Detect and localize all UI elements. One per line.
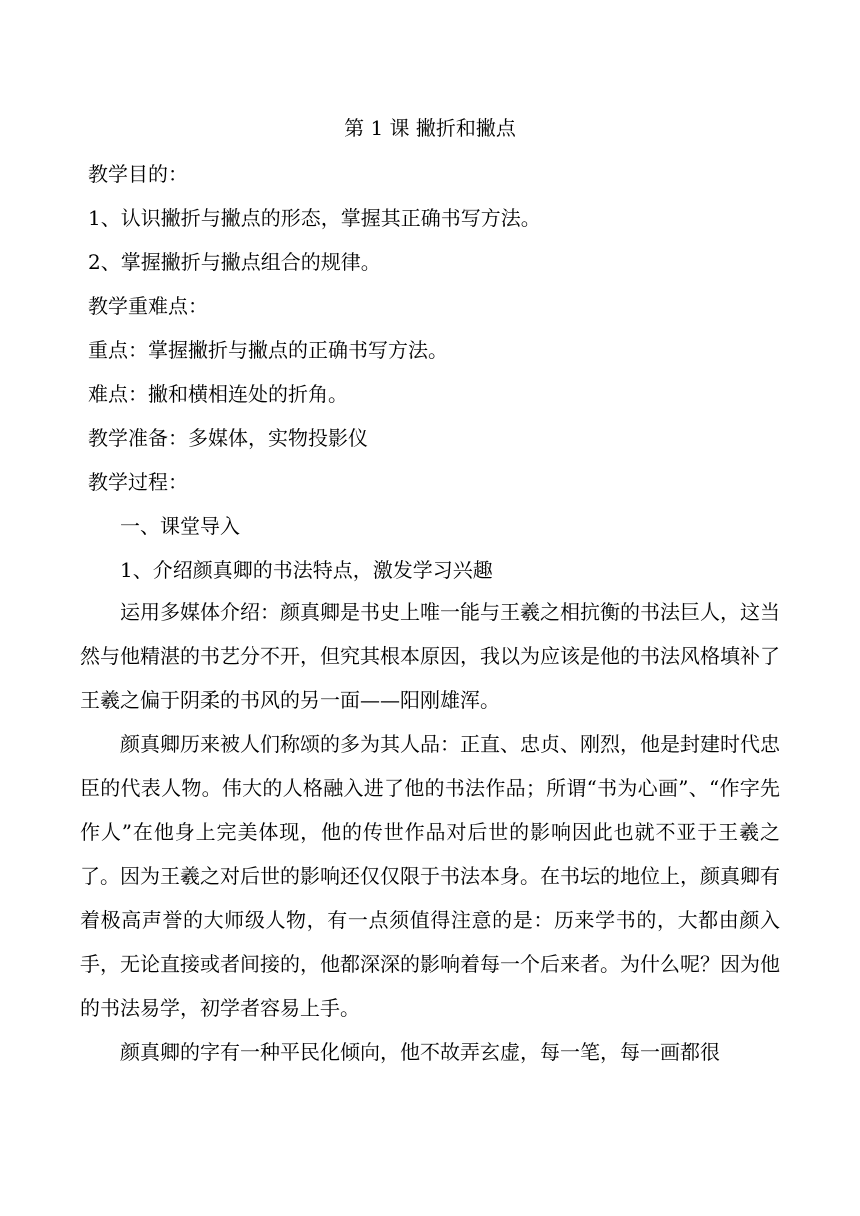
paragraph-multimedia-intro: 运用多媒体介绍：颜真卿是书史上唯一能与王羲之相抗衡的书法巨人，这当然与他精湛的书艺分不开，但究其根本原因，我以为应该是他的书法风格填补了王羲之偏于阴柔的书风的另一面——阳刚雄浑。 [80, 600, 780, 712]
section-intro-heading: 一、课堂导入 [120, 514, 240, 538]
paragraph-style: 颜真卿的字有一种平民化倾向，他不故弄玄虚，每一笔，每一画都很 [120, 1040, 720, 1064]
difficulty-text: 难点：撇和横相连处的折角。 [88, 382, 348, 406]
objective-item-2: 2、掌握撇折与撇点组合的规律。 [88, 250, 381, 274]
key-point-text: 重点：掌握撇折与撇点的正确书写方法。 [88, 338, 448, 362]
intro-item-1: 1、介绍颜真卿的书法特点，激发学习兴趣 [120, 558, 493, 582]
key-difficulty-heading: 教学重难点： [88, 294, 208, 318]
paragraph-character: 颜真卿历来被人们称颂的多为其人品：正直、忠贞、刚烈，他是封建时代忠臣的代表人物。伟大的人格融入进了他的书法作品；所谓“书为心画”、“作字先作人”在他身上完美体现，他的传世作品对后世的影响因此也就不亚于王羲之了。因为王羲之对后世的影响还仅仅限于书法本身。在书坛的地位上，颜真卿有着极高声誉的大师级人物，有一点须值得注意的是：历来学书的，大都由颜入手，无论直接或者间接的，他都深深的影响着每一个后来者。为什么呢？因为他的书法易学，初学者容易上手。 [80, 732, 780, 1020]
teaching-process-heading: 教学过程： [88, 470, 188, 494]
lesson-title: 第 1 课 撇折和撇点 [344, 116, 516, 140]
teaching-objective-heading: 教学目的： [88, 162, 188, 186]
objective-item-1: 1、认识撇折与撇点的形态，掌握其正确书写方法。 [88, 206, 541, 230]
preparation-text: 教学准备：多媒体，实物投影仪 [88, 426, 368, 450]
